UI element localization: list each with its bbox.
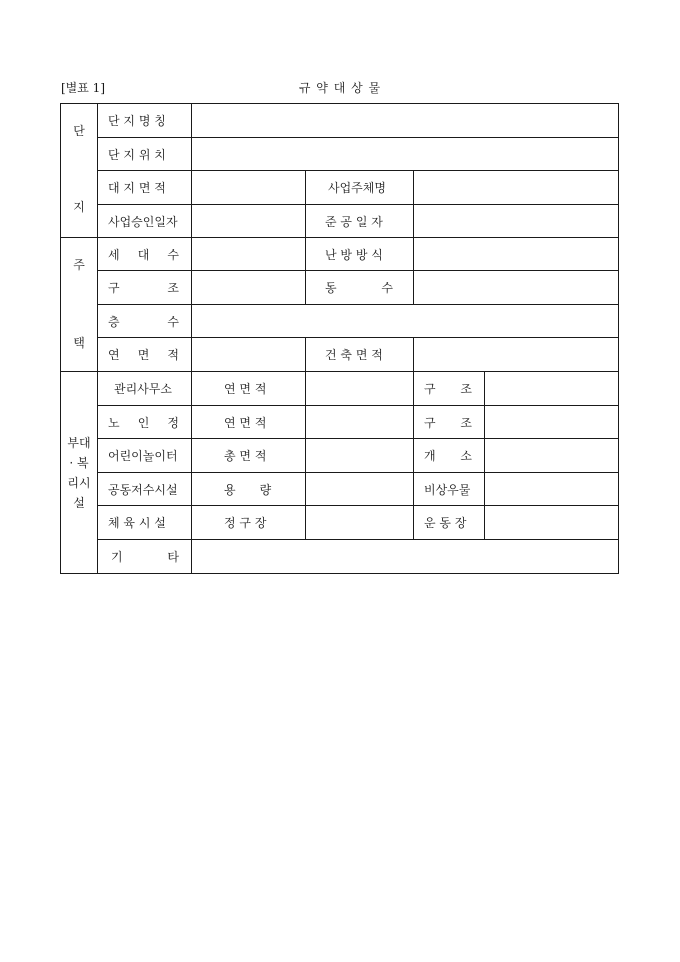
label-char: 개 xyxy=(424,449,436,463)
label-char: 지 xyxy=(73,200,85,214)
complex-name-label: 단 지 명 칭 xyxy=(98,104,192,138)
playground-count-value[interactable] xyxy=(485,439,619,473)
label-char: 수 xyxy=(381,281,393,295)
gross-area-value[interactable] xyxy=(192,338,306,372)
emergency-well-label: 비상우물 xyxy=(414,473,485,506)
label-line: · 복 xyxy=(69,455,89,470)
form-table xyxy=(60,103,619,574)
label-char: 수 xyxy=(167,314,179,329)
floors-value[interactable] xyxy=(192,305,619,338)
households-label xyxy=(98,238,192,271)
label-char: 주 xyxy=(73,258,85,272)
senior-center-area-value[interactable] xyxy=(306,406,414,439)
complex-location-value[interactable] xyxy=(192,138,619,171)
sports-ground-value[interactable] xyxy=(485,506,619,540)
senior-center-structure-value[interactable] xyxy=(485,406,619,439)
label-line: 설 xyxy=(73,495,85,510)
label-char: 노 xyxy=(108,415,120,430)
management-office-structure-value[interactable] xyxy=(485,372,619,406)
section-housing-label xyxy=(61,238,98,372)
document-title: 규 약 대 상 물 xyxy=(298,81,382,95)
other-label xyxy=(98,540,192,574)
label-char: 면 xyxy=(137,348,150,362)
playground-area-label: 총 면 적 xyxy=(192,439,306,473)
label-char: 조 xyxy=(460,415,472,430)
label-char: 타 xyxy=(167,550,179,564)
other-value[interactable] xyxy=(192,540,619,574)
building-area-label: 건 축 면 적 xyxy=(306,338,414,372)
water-storage-capacity-value[interactable] xyxy=(306,473,414,506)
buildings-label xyxy=(306,271,414,305)
tennis-court-value[interactable] xyxy=(306,506,414,540)
floors-label xyxy=(98,305,192,338)
playground-count-label xyxy=(414,439,485,473)
buildings-value[interactable] xyxy=(414,271,619,305)
approval-date-label: 사업승인일자 xyxy=(98,205,192,238)
water-storage-capacity-label: 용 량 xyxy=(192,473,306,506)
label-char: 연 xyxy=(108,348,120,362)
households-value[interactable] xyxy=(192,238,306,271)
water-storage-label: 공동저수시설 xyxy=(98,473,192,506)
label-line: 부대 xyxy=(67,435,91,450)
label-char: 층 xyxy=(108,314,120,329)
label-char: 구 xyxy=(424,382,436,396)
senior-center-label xyxy=(98,406,192,439)
label-char: 세 xyxy=(108,247,120,262)
label-char: 소 xyxy=(460,449,472,463)
senior-center-area-label: 연 면 적 xyxy=(192,406,306,439)
complex-location-label: 단 지 위 치 xyxy=(98,138,192,171)
label-char: 구 xyxy=(424,415,436,430)
label-char: 대 xyxy=(137,247,150,262)
label-char: 조 xyxy=(460,382,472,396)
label-char: 적 xyxy=(167,348,179,362)
completion-date-value[interactable] xyxy=(414,205,619,238)
senior-center-structure-label xyxy=(414,406,485,439)
management-office-area-value[interactable] xyxy=(306,372,414,406)
project-entity-label: 사업주체명 xyxy=(306,171,414,205)
approval-date-value[interactable] xyxy=(192,205,306,238)
playground-label: 어린이놀이터 xyxy=(98,439,192,473)
heating-label: 난 방 방 식 xyxy=(306,238,414,271)
site-area-label: 대 지 면 적 xyxy=(98,171,192,205)
sports-facility-label: 체 육 시 설 xyxy=(98,506,192,540)
label-char: 수 xyxy=(167,247,179,262)
label-char: 인 xyxy=(137,415,150,430)
label-char: 단 xyxy=(73,124,85,138)
management-office-label: 관리사무소 xyxy=(98,372,192,406)
structure-value[interactable] xyxy=(192,271,306,305)
label-char: 기 xyxy=(111,550,123,564)
label-char: 동 xyxy=(325,281,337,295)
label-char: 정 xyxy=(167,415,179,430)
playground-area-value[interactable] xyxy=(306,439,414,473)
gross-area-label xyxy=(98,338,192,372)
label-char: 조 xyxy=(167,281,179,295)
label-line: 리시 xyxy=(67,475,91,490)
section-complex-label xyxy=(61,104,98,238)
site-area-value[interactable] xyxy=(192,171,306,205)
section-facilities-label xyxy=(61,372,98,574)
label-char: 택 xyxy=(73,336,85,350)
label-char: 구 xyxy=(108,281,120,295)
emergency-well-value[interactable] xyxy=(485,473,619,506)
completion-date-label: 준 공 일 자 xyxy=(306,205,414,238)
sports-ground-label: 운 동 장 xyxy=(414,506,485,540)
management-office-area-label: 연 면 적 xyxy=(192,372,306,406)
annex-label: [별표 1] xyxy=(61,81,105,95)
structure-label xyxy=(98,271,192,305)
heating-value[interactable] xyxy=(414,238,619,271)
management-office-structure-label xyxy=(414,372,485,406)
complex-name-value[interactable] xyxy=(192,104,619,138)
project-entity-value[interactable] xyxy=(414,171,619,205)
building-area-value[interactable] xyxy=(414,338,619,372)
tennis-court-label: 정 구 장 xyxy=(192,506,306,540)
